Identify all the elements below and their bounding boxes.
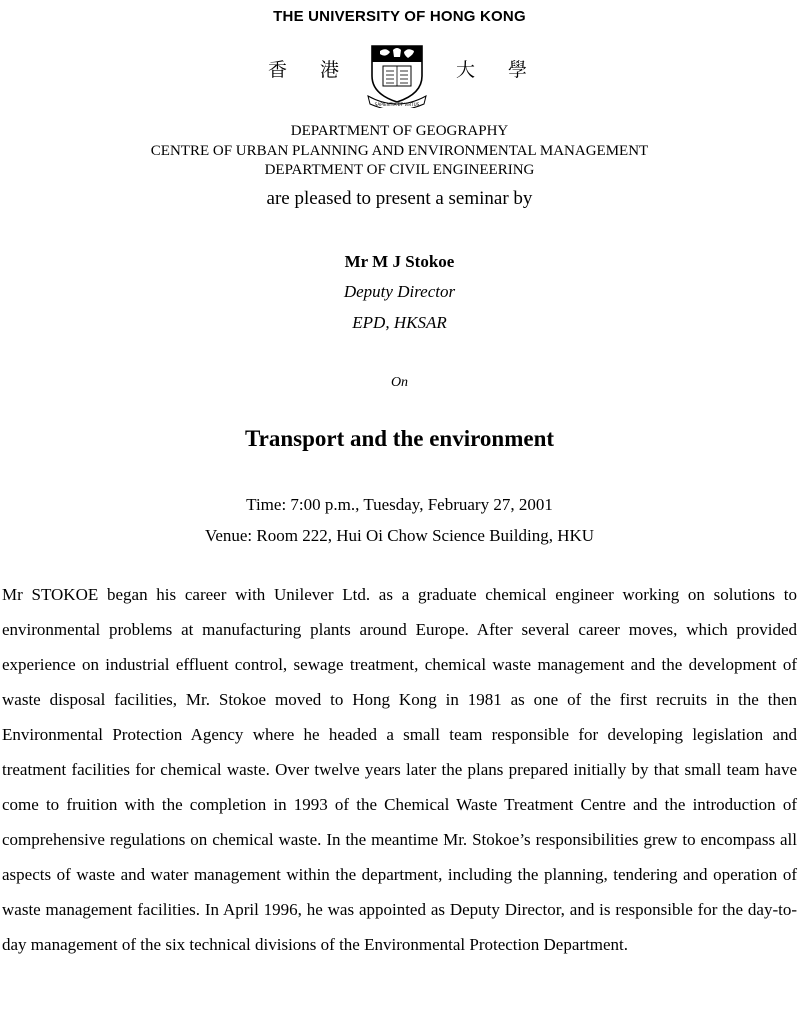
svg-text:SAPIENTIA ET VIRTUS: SAPIENTIA ET VIRTUS bbox=[374, 102, 420, 107]
department-urban-planning: CENTRE OF URBAN PLANNING AND ENVIRONMENTAL MANAGEMENT bbox=[150, 143, 649, 159]
department-civil-engineering: DEPARTMENT OF CIVIL ENGINEERING bbox=[264, 162, 535, 178]
department-geography: DEPARTMENT OF GEOGRAPHY bbox=[290, 123, 509, 139]
event-time: Time: 7:00 p.m., Tuesday, February 27, 2001 bbox=[246, 495, 553, 514]
on-label: On bbox=[390, 375, 409, 390]
chinese-char-3: 大 bbox=[456, 59, 476, 81]
university-crest-icon bbox=[366, 42, 428, 108]
chinese-char-1: 香 bbox=[268, 59, 288, 81]
speaker-biography: Mr STOKOE began his career with Unilever Ltd. as a graduate chemical engineer working on solutions to environmental problems at manufacturing plants around Europe. After several career moves, which provided experience on industrial effluent control, sewage treatment, chemical waste management and the development of waste disposal facilities, Mr. Stokoe moved to Hong Kong in 1981 as one of the first recruits in the then Environmental Protection Agency where he headed a small team responsible for developing legislation and treatment facilities for chemical waste. Over twelve years later the plans prepared initially by that small team have come to fruition with the completion in 1993 of the Chemical Waste Treatment Centre and the introduction of comprehensive regulations on chemical waste. In the meantime Mr. Stokoe’s responsibilities grew to encompass all aspects of waste and water management within the department, including the planning, tendering and operation of waste management facilities. In April 1996, he was appointed as Deputy Director, and is responsible for the day-to-day management of the six technical divisions of the Environmental Protection Department. bbox=[2, 585, 797, 954]
event-venue: Venue: Room 222, Hui Oi Chow Science Building, HKU bbox=[204, 526, 595, 545]
chinese-char-2: 港 bbox=[320, 59, 340, 81]
university-name: THE UNIVERSITY OF HONG KONG bbox=[273, 8, 526, 25]
speaker-name: Mr M J Stokoe bbox=[344, 252, 455, 271]
speaker-title: Deputy Director bbox=[343, 282, 456, 301]
chinese-char-4: 學 bbox=[508, 59, 528, 81]
speaker-organization: EPD, HKSAR bbox=[352, 313, 447, 332]
seminar-topic: Transport and the environment bbox=[244, 426, 555, 451]
presenting-line: are pleased to present a seminar by bbox=[266, 188, 533, 209]
